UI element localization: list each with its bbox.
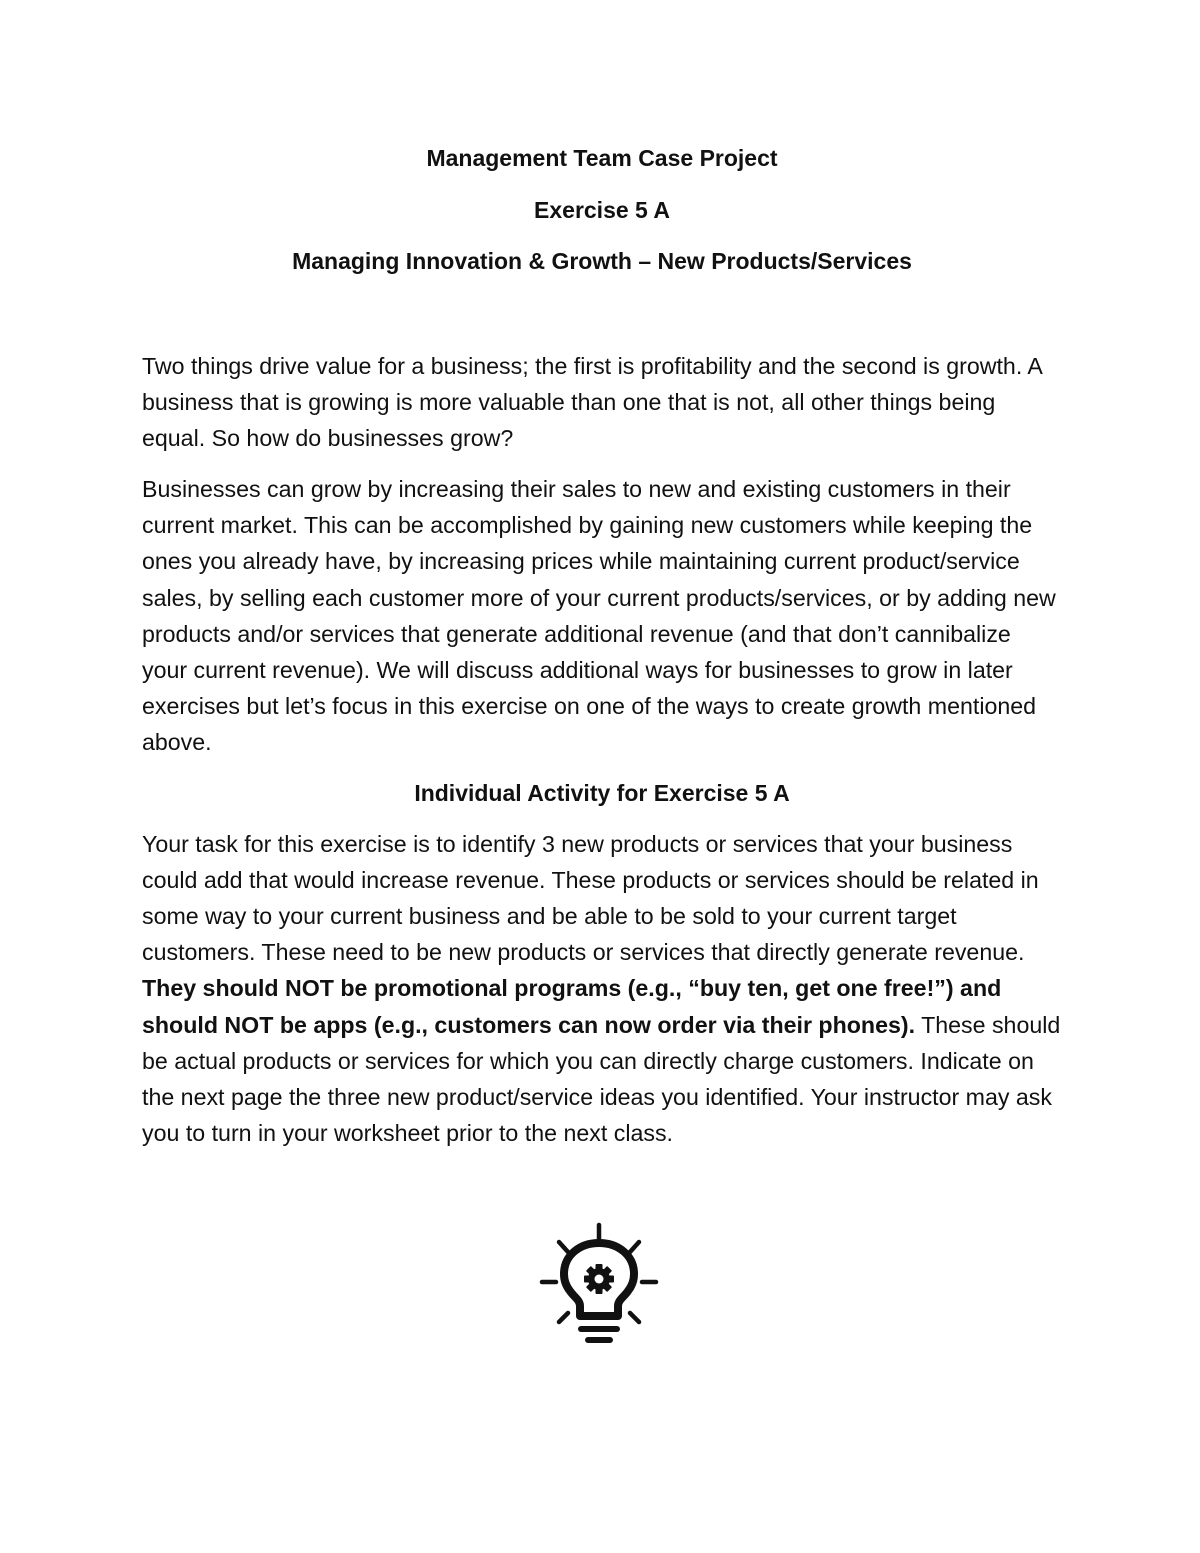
document-subtitle: Managing Innovation & Growth – New Products/Services xyxy=(292,248,912,274)
task-text-part2: These should be actual products or services for which you can directly charge customers. Indicate on the next page the three new product/service ideas you identified. Your instructor may ask you to turn in your worksheet prior to the next class. xyxy=(142,1011,1061,1146)
growth-paragraph: Businesses can grow by increasing their sales to new and existing customers in their current market. This can be accomplished by gaining new customers while keeping the ones you already have, by increasing prices while maintaining current product/service sales, by selling each customer more of your current products/services, or by adding new products and/or services that generate additional revenue (and that don’t cannibalize your current revenue). We will discuss additional ways for businesses to grow in later exercises but let’s focus in this exercise on one of the ways to create growth mentioned above. xyxy=(142,476,1056,755)
exercise-label: Exercise 5 A xyxy=(534,197,670,223)
task-text-bold: They should NOT be promotional programs (e.g., “buy ten, get one free!”) and should NOT be apps (e.g., customers can now order via their phones). xyxy=(142,975,1002,1038)
activity-heading: Individual Activity for Exercise 5 A xyxy=(414,780,790,807)
intro-paragraph: Two things drive value for a business; the first is profitability and the second is growth. A business that is growing is more valuable than one that is not, all other things being equal. So how do businesses grow? xyxy=(142,353,1042,452)
document-title: Management Team Case Project xyxy=(426,145,778,171)
document-content xyxy=(142,140,1062,1166)
task-paragraph xyxy=(142,826,1062,1151)
task-text-part1: Your task for this exercise is to identify 3 new products or services that your business could add that would increase revenue. These products or services should be related in some way to your current business and be able to be sold to your current target customers. These need to be new products or services that directly generate revenue. xyxy=(142,831,1039,966)
lightbulb-gear-icon xyxy=(538,1222,660,1354)
